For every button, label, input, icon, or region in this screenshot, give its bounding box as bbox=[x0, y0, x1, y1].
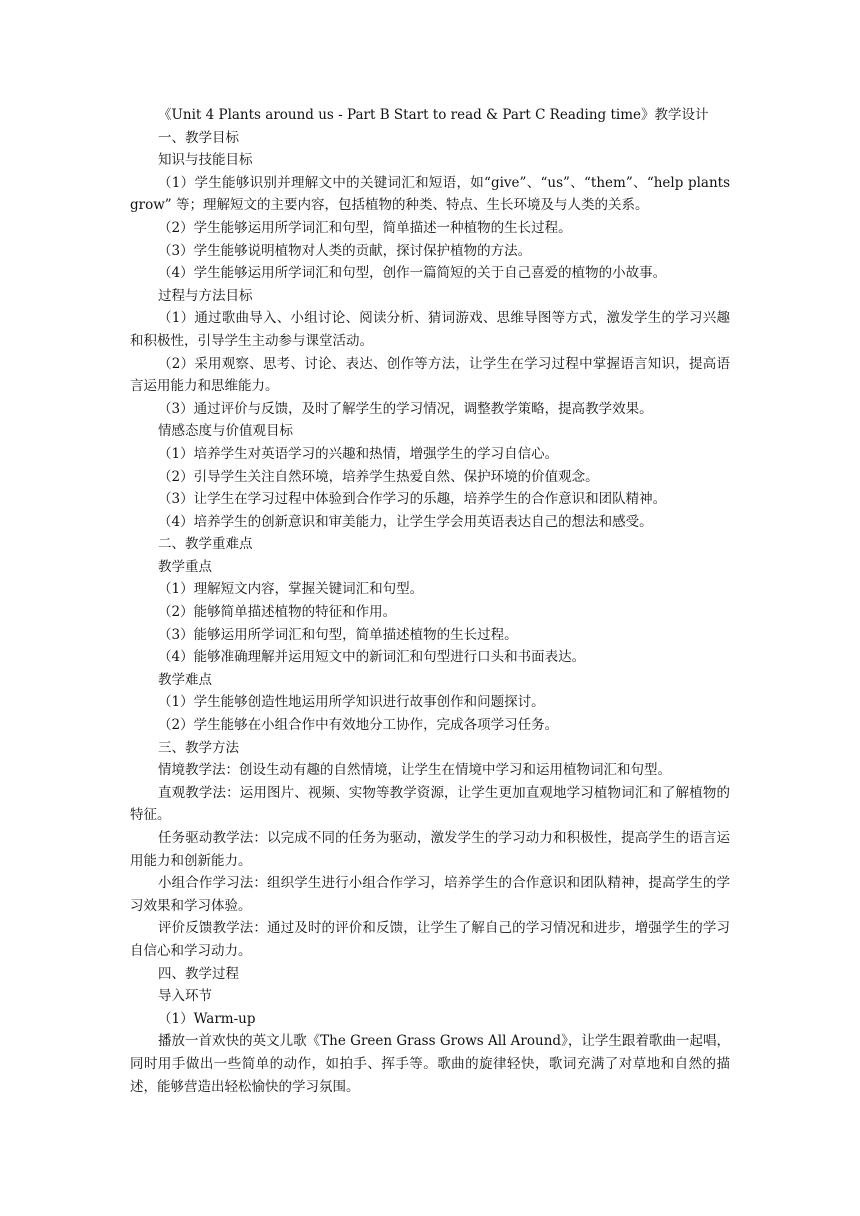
text-line: 二、教学重难点 bbox=[158, 536, 253, 553]
text-line: （3）学生能够说明植物对人类的贡献，探讨保护植物的方法。 bbox=[158, 242, 532, 259]
text-line: 三、教学方法 bbox=[158, 739, 239, 756]
text-line: （3）通过评价与反馈，及时了解学生的学习情况，调整教学策略，提高教学效果。 bbox=[158, 400, 653, 417]
text-line: （2）学生能够在小组合作中有效地分工协作，完成各项学习任务。 bbox=[158, 717, 559, 734]
paragraph: 直观教学法：运用图片、视频、实物等教学资源，让学生更加直观地学习植物词汇和了解植物的特征。 bbox=[130, 784, 730, 824]
document-body bbox=[130, 127, 730, 1099]
text-line: 过程与方法目标 bbox=[158, 287, 253, 304]
text-line: 情境教学法：创设生动有趣的自然情境，让学生在情境中学习和运用植物词汇和句型。 bbox=[158, 762, 671, 779]
text-line: （1）学生能够创造性地运用所学知识进行故事创作和问题探讨。 bbox=[158, 694, 545, 711]
paragraph: （1）学生能够识别并理解文中的关键词汇和短语，如“give”、“us”、“them”、“help plants grow” 等；理解短文的主要内容，包括植物的种类、特点、生长环境及与人类的关系。 bbox=[130, 174, 730, 214]
text-line: （2）学生能够运用所学词汇和句型，简单描述一种植物的生长过程。 bbox=[158, 219, 572, 236]
text-line: （4）学生能够运用所学词汇和句型，创作一篇简短的关于自己喜爱的植物的小故事。 bbox=[158, 265, 667, 282]
text-line: 四、教学过程 bbox=[158, 965, 239, 982]
text-line: （2）引导学生关注自然环境，培养学生热爱自然、保护环境的价值观念。 bbox=[158, 468, 599, 485]
text-line: （4）能够准确理解并运用短文中的新词汇和句型进行口头和书面表达。 bbox=[158, 649, 586, 666]
paragraph: 小组合作学习法：组织学生进行小组合作学习，培养学生的合作意识和团队精神，提高学生的学习效果和学习体验。 bbox=[130, 875, 730, 914]
text-line: 一、教学目标 bbox=[158, 129, 239, 146]
text-line: 教学重点 bbox=[158, 558, 212, 575]
text-line: 知识与技能目标 bbox=[158, 152, 253, 169]
text-line: （1）Warm-up bbox=[158, 1010, 256, 1027]
paragraph: 评价反馈教学法：通过及时的评价和反馈，让学生了解自己的学习情况和进步，增强学生的学习自信心和学习动力。 bbox=[130, 920, 730, 959]
text-line: 教学难点 bbox=[158, 671, 212, 688]
text-line: （1）理解短文内容，掌握关键词汇和句型。 bbox=[158, 581, 424, 598]
paragraph: （2）采用观察、思考、讨论、表达、创作等方法，让学生在学习过程中掌握语言知识，提高语言运用能力和思维能力。 bbox=[130, 355, 730, 395]
text-line: 情感态度与价值观目标 bbox=[158, 423, 293, 440]
text-line: 导入环节 bbox=[158, 988, 212, 1005]
document-page bbox=[130, 104, 730, 1098]
paragraph: 播放一首欢快的英文儿歌《The Green Grass Grows All Around》，让学生跟着歌曲一起唱，同时用手做出一些简单的动作，如拍手、挥手等。歌曲的旋律轻快，歌词充满了对草地和自然的描述，能够营造出轻松愉快的学习氛围。 bbox=[130, 1033, 730, 1095]
document-title: 《Unit 4 Plants around us - Part B Start to read & Part C Reading time》教学设计 bbox=[158, 107, 709, 123]
paragraph: （1）通过歌曲导入、小组讨论、阅读分析、猜词游戏、思维导图等方式，激发学生的学习兴趣和积极性，引导学生主动参与课堂活动。 bbox=[130, 310, 730, 349]
text-line: （2）能够简单描述植物的特征和作用。 bbox=[158, 604, 397, 621]
text-line: （1）培养学生对英语学习的兴趣和热情，增强学生的学习自信心。 bbox=[158, 445, 559, 462]
text-line: （3）能够运用所学词汇和句型，简单描述植物的生长过程。 bbox=[158, 626, 518, 643]
paragraph: 任务驱动教学法：以完成不同的任务为驱动，激发学生的学习动力和积极性，提高学生的语言运用能力和创新能力。 bbox=[130, 830, 730, 869]
text-line: （4）培养学生的创新意识和审美能力，让学生学会用英语表达自己的想法和感受。 bbox=[158, 513, 653, 530]
text-line: （3）让学生在学习过程中体验到合作学习的乐趣，培养学生的合作意识和团队精神。 bbox=[158, 491, 667, 508]
